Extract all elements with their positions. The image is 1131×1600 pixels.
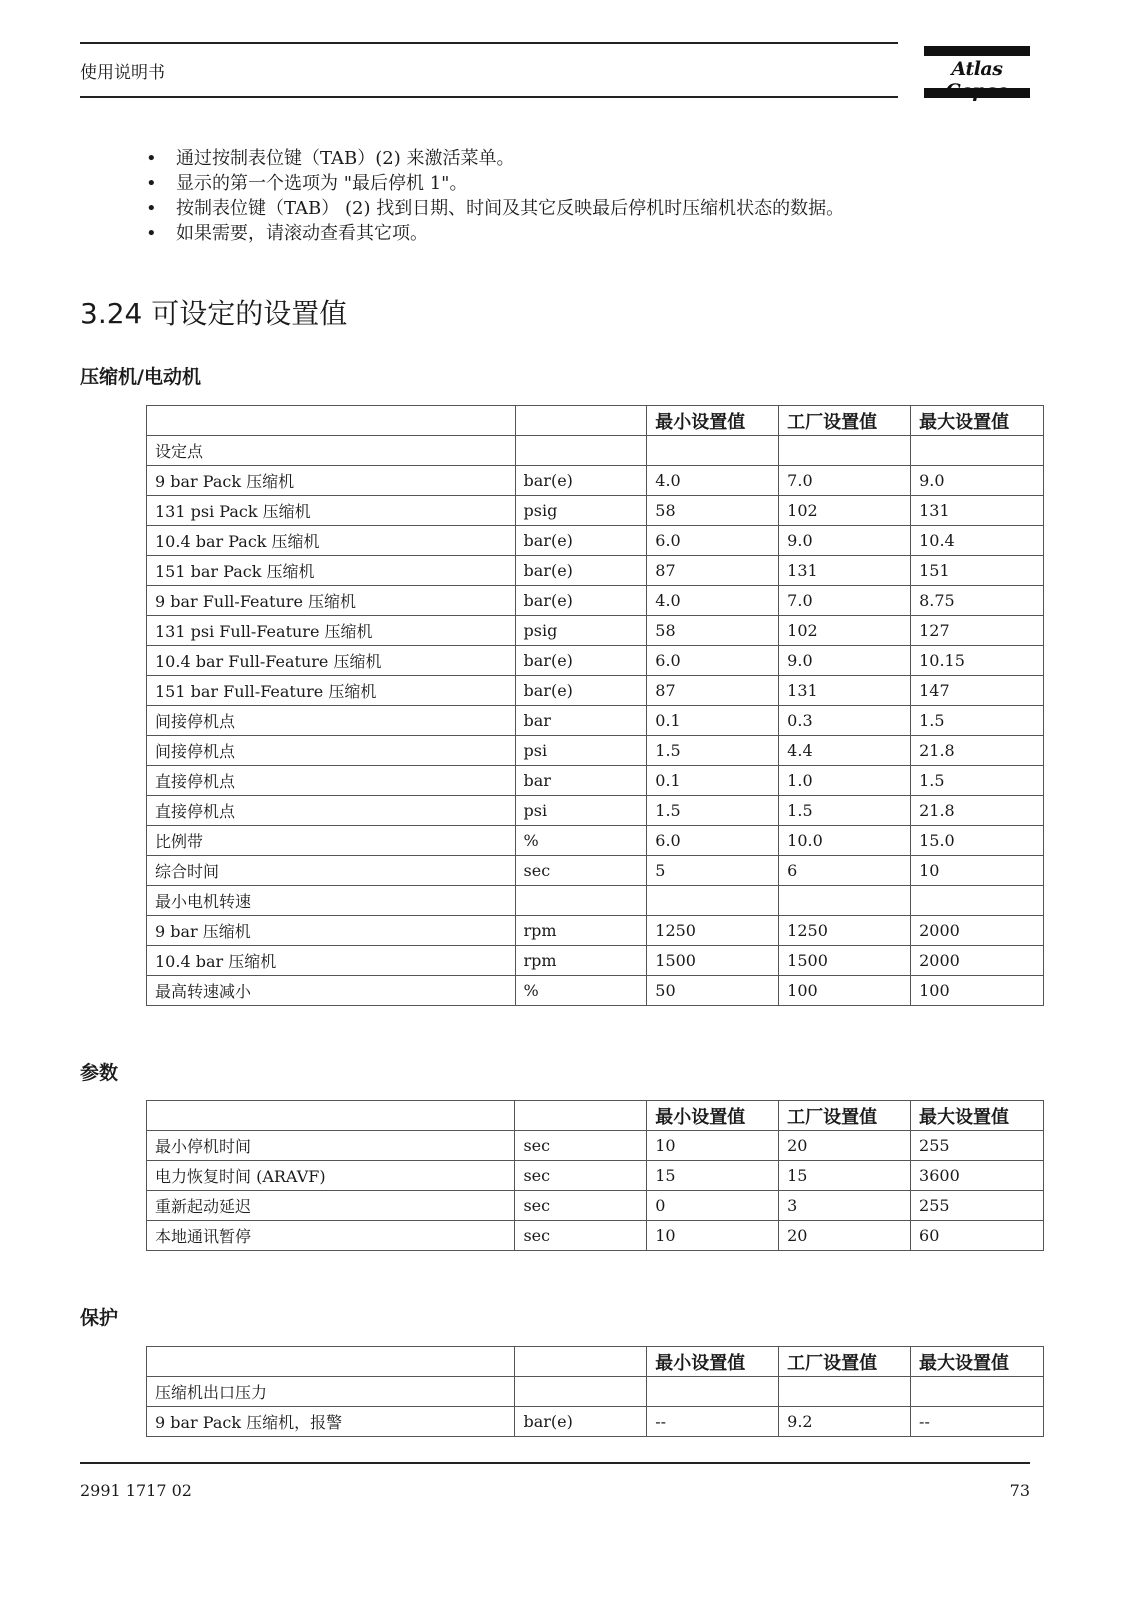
- parameters-table: [146, 1100, 1044, 1251]
- factory-value-cell: 1.5: [779, 796, 911, 826]
- setting-name-cell: 综合时间: [147, 856, 516, 886]
- factory-value-cell: 3: [779, 1191, 911, 1221]
- max-value-cell: 131: [911, 496, 1044, 526]
- max-value-cell: [911, 1377, 1044, 1407]
- setting-name-cell: 直接停机点: [147, 796, 516, 826]
- factory-value-cell: 4.4: [779, 736, 911, 766]
- header-factory: 工厂设置值: [779, 1101, 911, 1131]
- factory-value-cell: 102: [779, 616, 911, 646]
- table-row: [147, 946, 1044, 976]
- atlas-copco-logo: Atlas: [924, 46, 1030, 98]
- unit-cell: bar(e): [515, 676, 647, 706]
- subtitle-parameters: 参数: [80, 1062, 119, 1084]
- table-row: [147, 856, 1044, 886]
- unit-cell: bar(e): [515, 586, 647, 616]
- min-value-cell: [647, 886, 779, 916]
- bullet-icon: •: [146, 148, 157, 169]
- table-row: [147, 556, 1044, 586]
- table-row: [147, 616, 1044, 646]
- table-row: [147, 646, 1044, 676]
- subtitle-compressor-motor: 压缩机/电动机: [80, 366, 201, 388]
- setting-name-cell: 最小电机转速: [147, 886, 516, 916]
- table-row: [147, 1221, 1044, 1251]
- header-max: 最大设置值: [911, 406, 1044, 436]
- list-item: • 如果需要，请滚动查看其它项。: [146, 223, 428, 244]
- max-value-cell: 9.0: [911, 466, 1044, 496]
- factory-value-cell: 20: [779, 1221, 911, 1251]
- factory-value-cell: 20: [779, 1131, 911, 1161]
- table-row: [147, 676, 1044, 706]
- header-title: 使用说明书: [80, 63, 165, 83]
- setting-name-cell: 131 psi Full-Feature 压缩机: [147, 616, 516, 646]
- min-value-cell: 58: [647, 616, 779, 646]
- max-value-cell: 21.8: [911, 736, 1044, 766]
- section-title: 3.24 可设定的设置值: [80, 297, 348, 330]
- setting-name-cell: 最高转速减小: [147, 976, 516, 1006]
- max-value-cell: 100: [911, 976, 1044, 1006]
- max-value-cell: 255: [911, 1131, 1044, 1161]
- max-value-cell: 10: [911, 856, 1044, 886]
- unit-cell: psig: [515, 616, 647, 646]
- factory-value-cell: 9.2: [779, 1407, 911, 1437]
- page-number: 73: [1009, 1481, 1030, 1500]
- min-value-cell: 1.5: [647, 796, 779, 826]
- setting-name-cell: 设定点: [147, 436, 516, 466]
- setting-name-cell: 9 bar Pack 压缩机，报警: [147, 1407, 515, 1437]
- setting-name-cell: 151 bar Full-Feature 压缩机: [147, 676, 516, 706]
- setting-name-cell: 比例带: [147, 826, 516, 856]
- max-value-cell: 255: [911, 1191, 1044, 1221]
- table-row: [147, 526, 1044, 556]
- setting-name-cell: 9 bar Pack 压缩机: [147, 466, 516, 496]
- min-value-cell: 1.5: [647, 736, 779, 766]
- setting-name-cell: 直接停机点: [147, 766, 516, 796]
- protection-table: [146, 1346, 1044, 1437]
- footer-rule: [80, 1462, 1030, 1464]
- setting-name-cell: 电力恢复时间 (ARAVF): [147, 1161, 515, 1191]
- factory-value-cell: 0.3: [779, 706, 911, 736]
- unit-cell: [515, 886, 647, 916]
- list-item: • 按制表位键（TAB） (2) 找到日期、时间及其它反映最后停机时压缩机状态的数据。: [146, 198, 845, 219]
- unit-cell: [515, 436, 647, 466]
- factory-value-cell: 1250: [779, 916, 911, 946]
- unit-cell: rpm: [515, 946, 647, 976]
- table-row: [147, 796, 1044, 826]
- unit-cell: bar: [515, 766, 647, 796]
- factory-value-cell: [779, 886, 911, 916]
- max-value-cell: [911, 436, 1044, 466]
- list-item: • 通过按制表位键（TAB）(2) 来激活菜单。: [146, 148, 515, 169]
- setting-name-cell: 9 bar 压缩机: [147, 916, 516, 946]
- min-value-cell: 0.1: [647, 766, 779, 796]
- factory-value-cell: 1.0: [779, 766, 911, 796]
- table-row: [147, 466, 1044, 496]
- max-value-cell: 127: [911, 616, 1044, 646]
- table-row: [147, 586, 1044, 616]
- factory-value-cell: 7.0: [779, 586, 911, 616]
- min-value-cell: 50: [647, 976, 779, 1006]
- min-value-cell: 87: [647, 556, 779, 586]
- table-row: [147, 1377, 1044, 1407]
- unit-cell: sec: [515, 1131, 647, 1161]
- setting-name-cell: 压缩机出口压力: [147, 1377, 515, 1407]
- factory-value-cell: 131: [779, 556, 911, 586]
- header-min: 最小设置值: [647, 406, 779, 436]
- unit-cell: psi: [515, 736, 647, 766]
- header-max: 最大设置值: [911, 1347, 1044, 1377]
- unit-cell: psig: [515, 496, 647, 526]
- max-value-cell: --: [911, 1407, 1044, 1437]
- min-value-cell: 87: [647, 676, 779, 706]
- max-value-cell: 10.15: [911, 646, 1044, 676]
- unit-cell: %: [515, 826, 647, 856]
- table-row: [147, 916, 1044, 946]
- factory-value-cell: [779, 1377, 911, 1407]
- header-min: 最小设置值: [647, 1101, 779, 1131]
- setting-name-cell: 本地通讯暂停: [147, 1221, 515, 1251]
- max-value-cell: 21.8: [911, 796, 1044, 826]
- subtitle-protection: 保护: [80, 1307, 119, 1329]
- unit-cell: sec: [515, 1221, 647, 1251]
- document-number: 2991 1717 02: [80, 1481, 192, 1500]
- min-value-cell: 1500: [647, 946, 779, 976]
- header-blank: [515, 1347, 647, 1377]
- table-row: [147, 706, 1044, 736]
- table-row: [147, 496, 1044, 526]
- factory-value-cell: 100: [779, 976, 911, 1006]
- unit-cell: sec: [515, 1161, 647, 1191]
- header-blank: [147, 406, 516, 436]
- unit-cell: [515, 1377, 647, 1407]
- factory-value-cell: 9.0: [779, 646, 911, 676]
- factory-value-cell: 131: [779, 676, 911, 706]
- header-blank: [515, 1101, 647, 1131]
- instruction-list: [146, 146, 844, 246]
- header-max: 最大设置值: [911, 1101, 1044, 1131]
- bullet-icon: •: [146, 223, 157, 244]
- min-value-cell: 0: [647, 1191, 779, 1221]
- min-value-cell: 4.0: [647, 586, 779, 616]
- max-value-cell: 15.0: [911, 826, 1044, 856]
- setting-name-cell: 重新起动延迟: [147, 1191, 515, 1221]
- header-blank: [147, 1347, 515, 1377]
- max-value-cell: 151: [911, 556, 1044, 586]
- unit-cell: rpm: [515, 916, 647, 946]
- setting-name-cell: 间接停机点: [147, 736, 516, 766]
- max-value-cell: 1.5: [911, 706, 1044, 736]
- setting-name-cell: 最小停机时间: [147, 1131, 515, 1161]
- min-value-cell: 5: [647, 856, 779, 886]
- unit-cell: bar(e): [515, 466, 647, 496]
- table-row: [147, 766, 1044, 796]
- min-value-cell: 6.0: [647, 826, 779, 856]
- min-value-cell: [647, 436, 779, 466]
- unit-cell: bar(e): [515, 1407, 647, 1437]
- setting-name-cell: 131 psi Pack 压缩机: [147, 496, 516, 526]
- factory-value-cell: 9.0: [779, 526, 911, 556]
- table-header-row: [147, 1101, 1044, 1131]
- min-value-cell: 6.0: [647, 646, 779, 676]
- unit-cell: sec: [515, 1191, 647, 1221]
- table-header-row: [147, 1347, 1044, 1377]
- header-blank: [147, 1101, 515, 1131]
- min-value-cell: 10: [647, 1221, 779, 1251]
- header-rule-top: [80, 42, 898, 44]
- max-value-cell: [911, 886, 1044, 916]
- min-value-cell: 1250: [647, 916, 779, 946]
- setting-name-cell: 10.4 bar 压缩机: [147, 946, 516, 976]
- factory-value-cell: 7.0: [779, 466, 911, 496]
- table-row: [147, 1131, 1044, 1161]
- unit-cell: bar: [515, 706, 647, 736]
- min-value-cell: --: [647, 1407, 779, 1437]
- max-value-cell: 147: [911, 676, 1044, 706]
- factory-value-cell: 1500: [779, 946, 911, 976]
- unit-cell: bar(e): [515, 556, 647, 586]
- factory-value-cell: 15: [779, 1161, 911, 1191]
- factory-value-cell: 102: [779, 496, 911, 526]
- min-value-cell: 15: [647, 1161, 779, 1191]
- factory-value-cell: [779, 436, 911, 466]
- setting-name-cell: 间接停机点: [147, 706, 516, 736]
- table-row: [147, 436, 1044, 466]
- min-value-cell: 10: [647, 1131, 779, 1161]
- max-value-cell: 2000: [911, 946, 1044, 976]
- min-value-cell: 0.1: [647, 706, 779, 736]
- factory-value-cell: 10.0: [779, 826, 911, 856]
- table-row: [147, 886, 1044, 916]
- max-value-cell: 60: [911, 1221, 1044, 1251]
- table-row: [147, 736, 1044, 766]
- table-row: [147, 1161, 1044, 1191]
- header-factory: 工厂设置值: [779, 1347, 911, 1377]
- min-value-cell: 58: [647, 496, 779, 526]
- max-value-cell: 10.4: [911, 526, 1044, 556]
- table-row: [147, 976, 1044, 1006]
- header-factory: 工厂设置值: [779, 406, 911, 436]
- setting-name-cell: 9 bar Full-Feature 压缩机: [147, 586, 516, 616]
- min-value-cell: 6.0: [647, 526, 779, 556]
- list-item: • 显示的第一个选项为 "最后停机 1"。: [146, 173, 468, 194]
- min-value-cell: [647, 1377, 779, 1407]
- min-value-cell: 4.0: [647, 466, 779, 496]
- header-min: 最小设置值: [647, 1347, 779, 1377]
- bullet-icon: •: [146, 173, 157, 194]
- header-rule-bottom: [80, 96, 898, 98]
- compressor-motor-table: [146, 405, 1044, 1006]
- table-row: [147, 1407, 1044, 1437]
- unit-cell: psi: [515, 796, 647, 826]
- header-blank: [515, 406, 647, 436]
- setting-name-cell: 10.4 bar Full-Feature 压缩机: [147, 646, 516, 676]
- setting-name-cell: 10.4 bar Pack 压缩机: [147, 526, 516, 556]
- max-value-cell: 2000: [911, 916, 1044, 946]
- table-header-row: [147, 406, 1044, 436]
- factory-value-cell: 6: [779, 856, 911, 886]
- unit-cell: %: [515, 976, 647, 1006]
- unit-cell: sec: [515, 856, 647, 886]
- unit-cell: bar(e): [515, 646, 647, 676]
- max-value-cell: 3600: [911, 1161, 1044, 1191]
- max-value-cell: 8.75: [911, 586, 1044, 616]
- unit-cell: bar(e): [515, 526, 647, 556]
- table-row: [147, 1191, 1044, 1221]
- bullet-icon: •: [146, 198, 157, 219]
- setting-name-cell: 151 bar Pack 压缩机: [147, 556, 516, 586]
- max-value-cell: 1.5: [911, 766, 1044, 796]
- table-row: [147, 826, 1044, 856]
